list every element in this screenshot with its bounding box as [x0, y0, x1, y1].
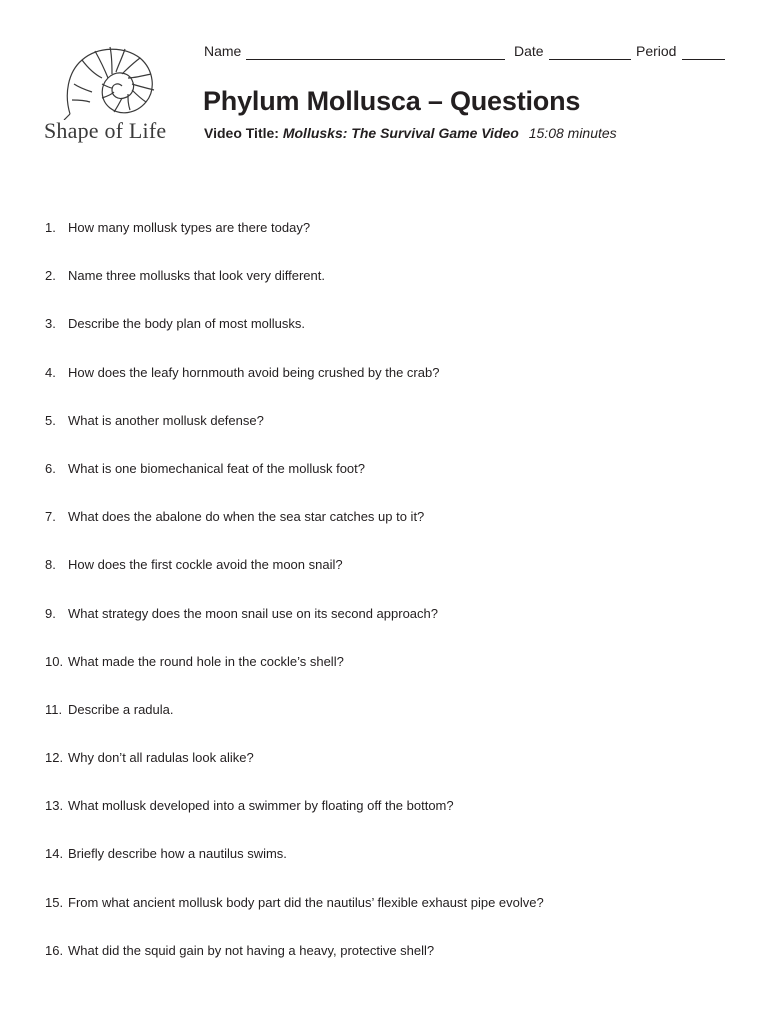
question-number: 3. [45, 316, 56, 332]
question-number: 7. [45, 509, 56, 525]
date-blank[interactable] [549, 59, 631, 60]
question-text: What made the round hole in the cockle’s shell? [68, 653, 344, 669]
question-item [45, 797, 745, 845]
question-number: 15. [45, 894, 64, 910]
question-item [45, 701, 745, 749]
question-number: 10. [45, 653, 64, 669]
video-title-line [204, 125, 617, 141]
question-text: Why don’t all radulas look alike? [68, 750, 254, 766]
student-info-line [204, 43, 726, 63]
question-number: 14. [45, 846, 64, 862]
question-number: 1. [45, 220, 56, 235]
question-item [45, 845, 745, 893]
question-text: What does the abalone do when the sea star catches up to it? [68, 509, 425, 525]
question-number: 5. [45, 412, 56, 428]
question-text: How does the first cockle avoid the moon snail? [68, 557, 343, 573]
question-item [45, 556, 745, 604]
question-number: 11. [45, 701, 63, 717]
question-text: What is one biomechanical feat of the mollusk foot? [68, 460, 365, 476]
question-text: From what ancient mollusk body part did the nautilus’ flexible exhaust pipe evolve? [68, 894, 544, 910]
question-number: 9. [45, 605, 56, 621]
question-number: 4. [45, 364, 56, 380]
logo-text: Shape of Life [44, 118, 167, 143]
video-title-label: Video Title: [204, 125, 279, 141]
question-text: What mollusk developed into a swimmer by floating off the bottom? [68, 798, 454, 814]
question-number: 2. [45, 268, 56, 284]
question-text: Describe a radula. [68, 701, 174, 717]
question-text: What strategy does the moon snail use on its second approach? [68, 605, 438, 621]
question-number: 13. [45, 798, 64, 814]
question-item [45, 267, 745, 315]
question-item [45, 460, 745, 508]
date-label: Date [514, 43, 544, 59]
question-list [45, 219, 745, 990]
question-text: What is another mollusk defense? [68, 412, 264, 428]
question-text: How does the leafy hornmouth avoid being crushed by the crab? [68, 364, 440, 380]
period-blank[interactable] [682, 59, 725, 60]
question-item [45, 894, 745, 942]
question-item [45, 412, 745, 460]
shape-of-life-logo [40, 40, 185, 150]
question-item [45, 653, 745, 701]
question-text: Name three mollusks that look very different. [68, 268, 325, 284]
question-item [45, 315, 745, 363]
question-number: 12. [45, 750, 64, 766]
question-text: Describe the body plan of most mollusks. [68, 316, 305, 332]
question-text: How many mollusk types are there today? [68, 220, 311, 235]
video-title: Mollusks: The Survival Game Video [282, 125, 519, 141]
question-text: What did the squid gain by not having a heavy, protective shell? [68, 942, 435, 958]
question-number: 6. [45, 460, 56, 476]
video-duration: 15:08 minutes [528, 125, 617, 141]
question-item [45, 605, 745, 653]
period-label: Period [636, 43, 677, 59]
question-number: 8. [45, 557, 56, 573]
question-item [45, 749, 745, 797]
question-item [45, 508, 745, 556]
name-label: Name [204, 43, 242, 59]
question-item [45, 219, 745, 267]
question-number: 16. [45, 942, 64, 958]
page-title: Phylum Mollusca – Questions [203, 86, 581, 116]
question-text: Briefly describe how a nautilus swims. [68, 846, 287, 862]
name-blank[interactable] [246, 59, 505, 60]
nautilus-shell-icon [62, 44, 162, 120]
question-item [45, 942, 745, 990]
question-item [45, 364, 745, 412]
